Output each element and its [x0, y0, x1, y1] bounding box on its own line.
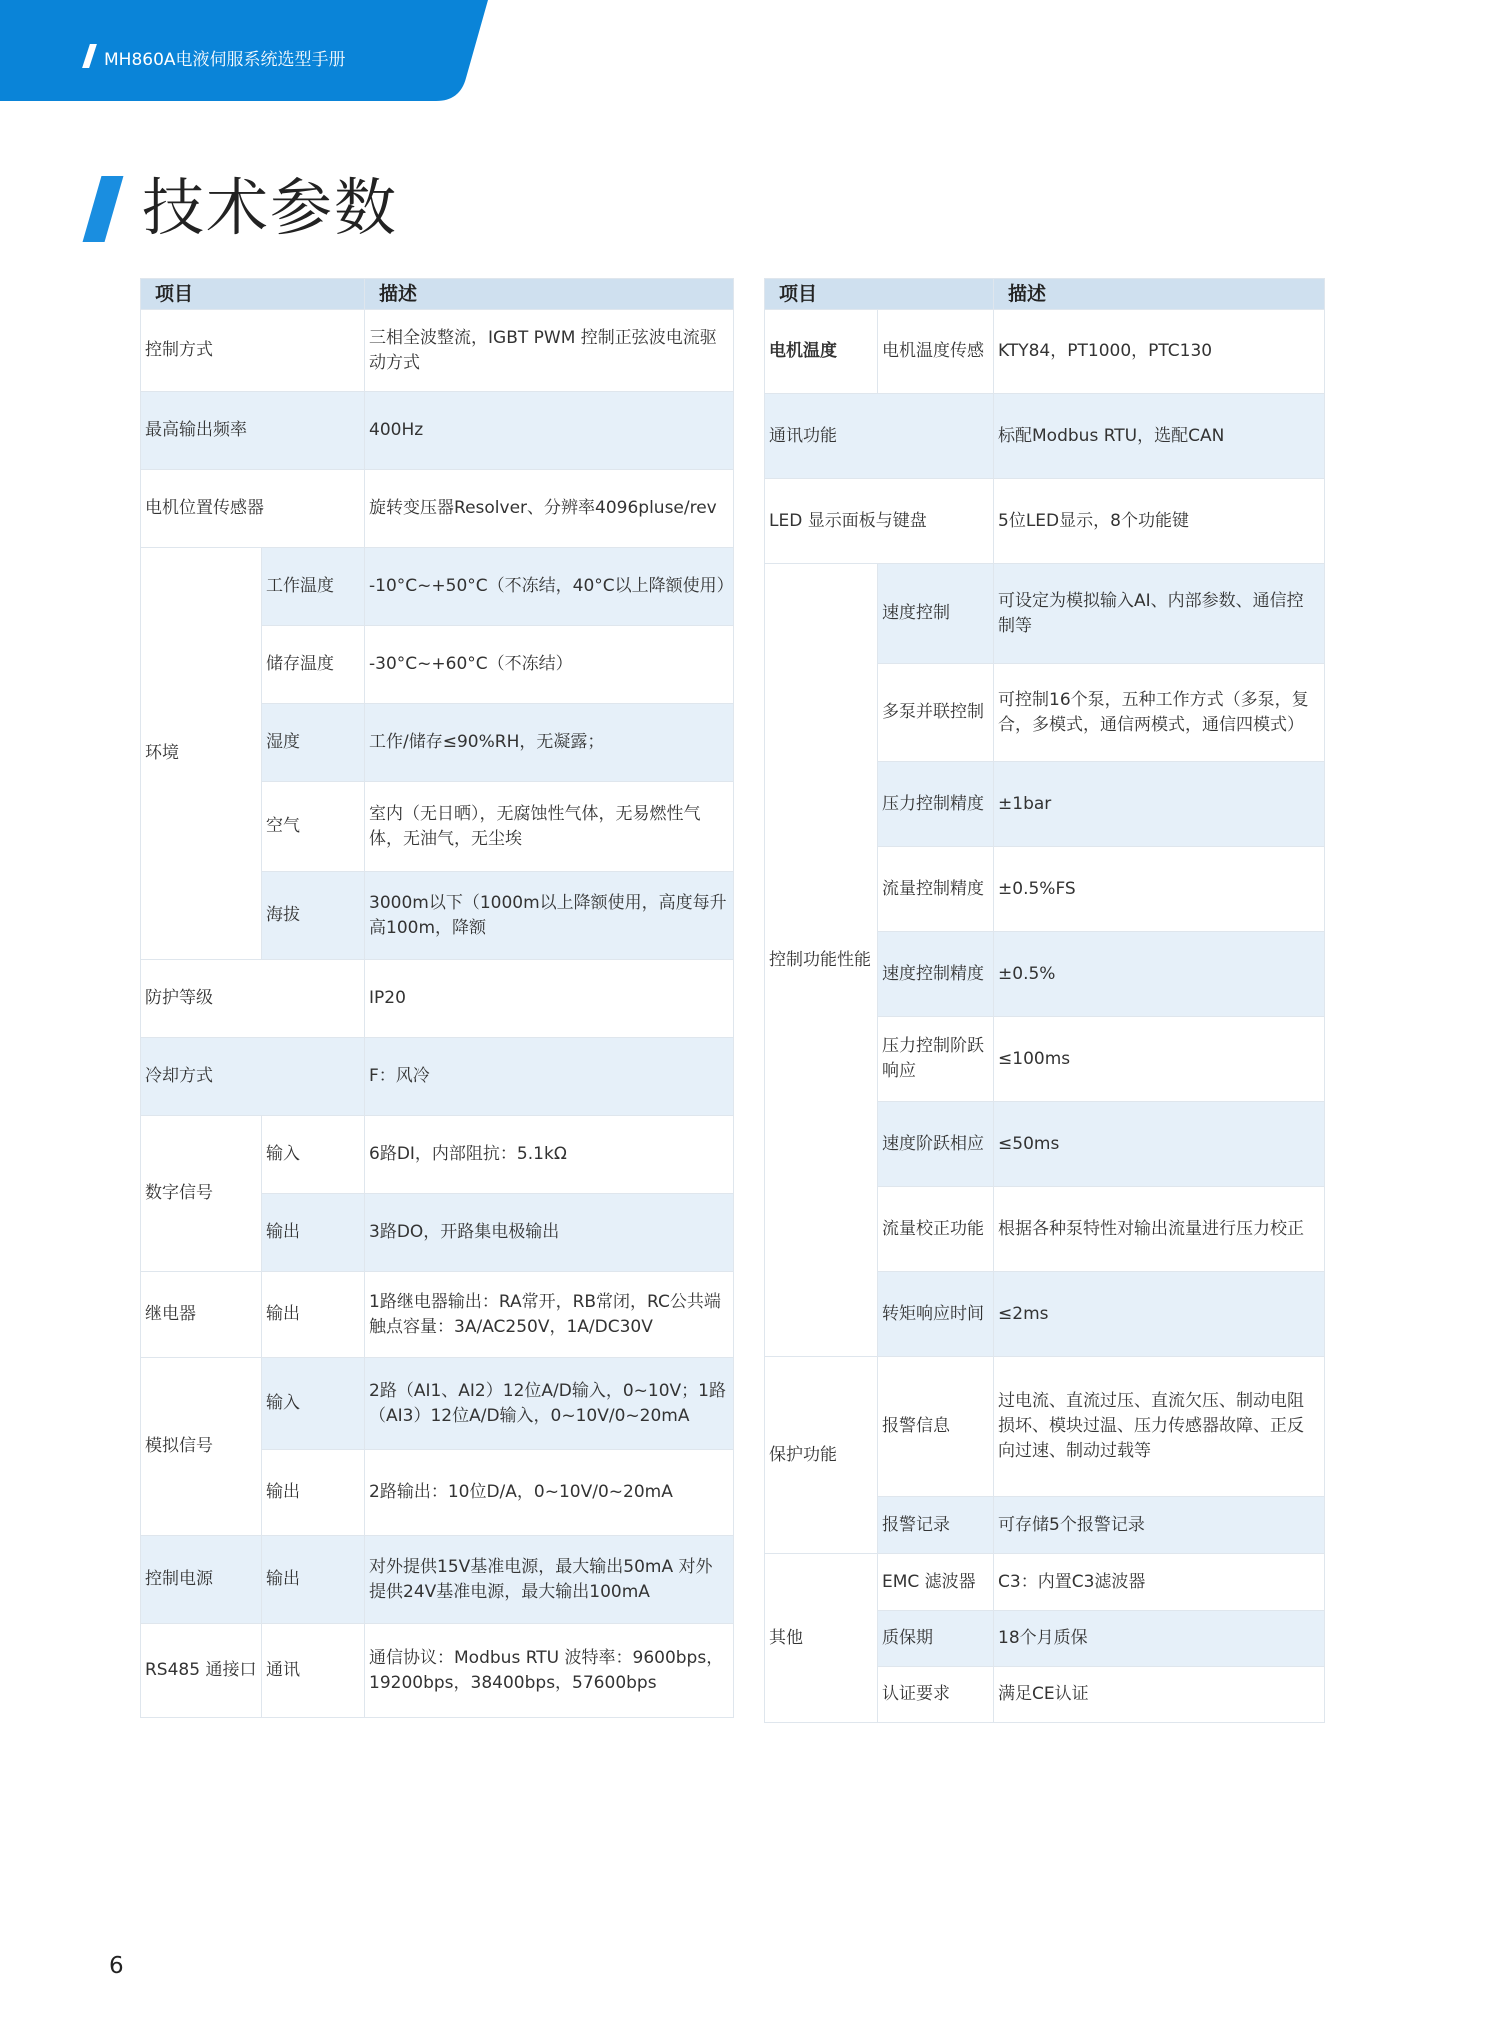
row-sublabel: 压力控制阶跃响应	[878, 1017, 994, 1102]
row-value: 5位LED显示，8个功能键	[994, 479, 1325, 564]
row-value: 可设定为模拟输入AI、内部参数、通信控制等	[994, 564, 1325, 664]
row-label: 电机位置传感器	[141, 470, 365, 548]
row-value: C3：内置C3滤波器	[994, 1554, 1325, 1611]
row-sublabel: EMC 滤波器	[878, 1554, 994, 1611]
row-label: RS485 通接口	[141, 1624, 262, 1718]
row-sublabel: 认证要求	[878, 1667, 994, 1723]
page-number: 6	[109, 1953, 124, 1979]
row-sublabel: 流量控制精度	[878, 847, 994, 932]
row-sublabel: 报警信息	[878, 1357, 994, 1497]
row-sublabel: 输出	[262, 1194, 365, 1272]
row-sublabel: 输出	[262, 1450, 365, 1536]
row-value: 过电流、直流过压、直流欠压、制动电阻损坏、模块过温、压力传感器故障、正反向过速、制动过载等	[994, 1357, 1325, 1497]
row-value: ≤2ms	[994, 1272, 1325, 1357]
row-sublabel: 储存温度	[262, 626, 365, 704]
row-sublabel: 输入	[262, 1116, 365, 1194]
row-value: 对外提供15V基准电源，最大输出50mA 对外提供24V基准电源，最大输出100mA	[365, 1536, 734, 1624]
header-item: 项目	[765, 279, 994, 310]
row-sublabel: 海拔	[262, 872, 365, 960]
row-label: 控制电源	[141, 1536, 262, 1624]
left-spec-table	[140, 278, 734, 1718]
table-row	[765, 1357, 1325, 1497]
row-label: LED 显示面板与键盘	[765, 479, 994, 564]
row-value: 3000m以下（1000m以上降额使用，高度每升高100m，降额	[365, 872, 734, 960]
header-desc: 描述	[365, 279, 734, 310]
row-value: 可控制16个泵，五种工作方式（多泵，复合，多模式，通信两模式，通信四模式）	[994, 664, 1325, 762]
row-label: 防护等级	[141, 960, 365, 1038]
row-sublabel: 输出	[262, 1536, 365, 1624]
row-label: 冷却方式	[141, 1038, 365, 1116]
row-value: 1路继电器输出：RA常开，RB常闭，RC公共端 触点容量：3A/AC250V，1A/DC30V	[365, 1272, 734, 1358]
row-value: -10°C~+50°C（不冻结，40°C以上降额使用）	[365, 548, 734, 626]
row-value: ±0.5%	[994, 932, 1325, 1017]
row-sublabel: 空气	[262, 782, 365, 872]
row-value: KTY84，PT1000，PTC130	[994, 310, 1325, 394]
table-row	[141, 470, 734, 548]
row-sublabel: 压力控制精度	[878, 762, 994, 847]
row-value: 3路DO，开路集电极输出	[365, 1194, 734, 1272]
row-sublabel: 报警记录	[878, 1497, 994, 1554]
table-row	[141, 1358, 734, 1450]
row-label: 数字信号	[141, 1116, 262, 1272]
row-value: 三相全波整流，IGBT PWM 控制正弦波电流驱动方式	[365, 310, 734, 392]
table-row	[141, 1272, 734, 1358]
row-label: 控制方式	[141, 310, 365, 392]
row-value: 2路（AI1、AI2）12位A/D输入，0~10V；1路（AI3）12位A/D输入，0~10V/0~20mA	[365, 1358, 734, 1450]
table-row	[141, 1038, 734, 1116]
row-sublabel: 通讯	[262, 1624, 365, 1718]
table-row	[765, 564, 1325, 664]
table-row	[765, 479, 1325, 564]
table-row	[765, 310, 1325, 394]
row-label: 电机温度	[765, 310, 878, 394]
table-header-row	[141, 279, 734, 310]
row-sublabel: 电机温度传感	[878, 310, 994, 394]
header-title: MH860A电液伺服系统选型手册	[104, 50, 346, 70]
table-row	[765, 394, 1325, 479]
row-sublabel: 质保期	[878, 1611, 994, 1667]
row-value: 6路DI，内部阻抗：5.1kΩ	[365, 1116, 734, 1194]
row-sublabel: 速度控制精度	[878, 932, 994, 1017]
table-row	[141, 1116, 734, 1194]
row-sublabel: 转矩响应时间	[878, 1272, 994, 1357]
row-value: IP20	[365, 960, 734, 1038]
row-value: 满足CE认证	[994, 1667, 1325, 1723]
table-row	[141, 1536, 734, 1624]
row-value: 2路输出：10位D/A，0~10V/0~20mA	[365, 1450, 734, 1536]
table-row	[141, 310, 734, 392]
row-value: 标配Modbus RTU，选配CAN	[994, 394, 1325, 479]
row-value: ≤100ms	[994, 1017, 1325, 1102]
row-sublabel: 湿度	[262, 704, 365, 782]
row-value: F：风冷	[365, 1038, 734, 1116]
row-label: 控制功能性能	[765, 564, 878, 1357]
right-spec-table	[764, 278, 1325, 1723]
row-label: 继电器	[141, 1272, 262, 1358]
row-sublabel: 速度控制	[878, 564, 994, 664]
table-row	[141, 548, 734, 626]
row-sublabel: 工作温度	[262, 548, 365, 626]
row-value: ≤50ms	[994, 1102, 1325, 1187]
page-title: 技术参数	[142, 171, 399, 244]
row-value: ±0.5%FS	[994, 847, 1325, 932]
row-sublabel: 多泵并联控制	[878, 664, 994, 762]
row-label: 保护功能	[765, 1357, 878, 1554]
row-label: 模拟信号	[141, 1358, 262, 1536]
row-label: 通讯功能	[765, 394, 994, 479]
row-sublabel: 速度阶跃相应	[878, 1102, 994, 1187]
table-header-row	[765, 279, 1325, 310]
row-sublabel: 流量校正功能	[878, 1187, 994, 1272]
table-row	[141, 392, 734, 470]
table-row	[141, 960, 734, 1038]
table-row	[141, 1624, 734, 1718]
row-value: 室内（无日晒），无腐蚀性气体，无易燃性气体，无油气，无尘埃	[365, 782, 734, 872]
row-value: 工作/储存≤90%RH，无凝露；	[365, 704, 734, 782]
row-value: 旋转变压器Resolver、分辨率4096pluse/rev	[365, 470, 734, 548]
row-value: 18个月质保	[994, 1611, 1325, 1667]
row-value: 通信协议：Modbus RTU 波特率：9600bps，19200bps，38400bps，57600bps	[365, 1624, 734, 1718]
row-value: 可存储5个报警记录	[994, 1497, 1325, 1554]
row-label: 最高输出频率	[141, 392, 365, 470]
header-desc: 描述	[994, 279, 1325, 310]
row-value: -30°C~+60°C（不冻结）	[365, 626, 734, 704]
row-value: 400Hz	[365, 392, 734, 470]
row-value: ±1bar	[994, 762, 1325, 847]
title-accent-bar	[83, 176, 124, 242]
row-label: 其他	[765, 1554, 878, 1723]
header-item: 项目	[141, 279, 365, 310]
row-sublabel: 输入	[262, 1358, 365, 1450]
row-sublabel: 输出	[262, 1272, 365, 1358]
row-label: 环境	[141, 548, 262, 960]
row-value: 根据各种泵特性对输出流量进行压力校正	[994, 1187, 1325, 1272]
table-row	[765, 1554, 1325, 1611]
